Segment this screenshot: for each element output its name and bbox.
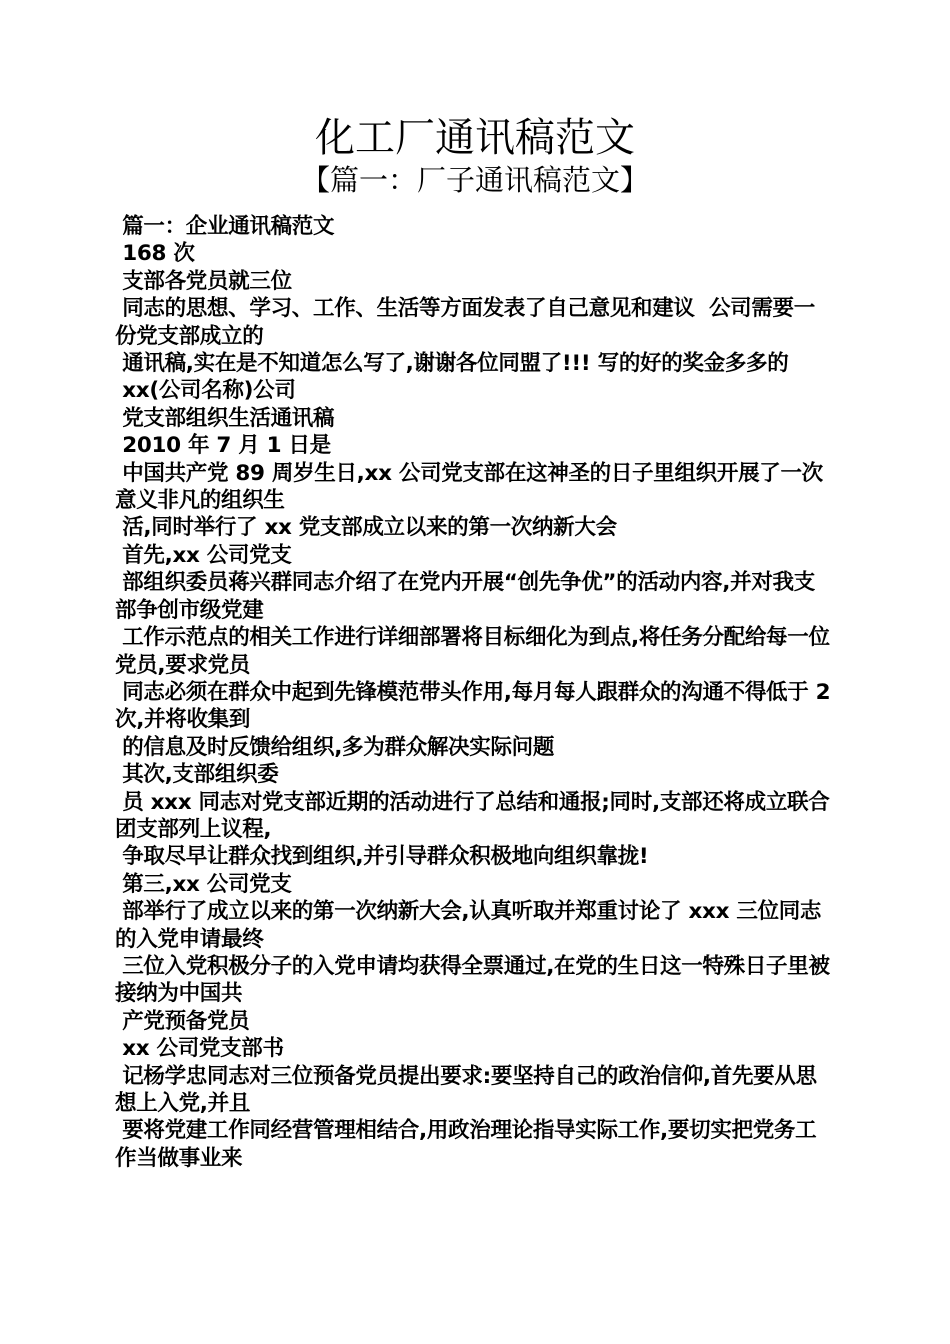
paragraph: 部组织委员蒋兴群同志介绍了在党内开展“创先争优”的活动内容,并对我支部争创市级党建: [115, 570, 815, 623]
paragraph: 工作示范点的相关工作进行详细部署将目标细化为到点,将任务分配给每一位党员,要求党员: [115, 625, 830, 678]
paragraph: 活,同时举行了 xx 党支部成立以来的第一次纳新大会: [115, 515, 617, 541]
paragraph: 三位入党积极分子的入党申请均获得全票通过,在党的生日这一特殊日子里被接纳为中国共: [115, 953, 830, 1007]
paragraph: 争取尽早让群众找到组织,并引导群众积极地向组织靠拢!: [115, 844, 649, 870]
paragraph: 第三,xx 公司党支: [115, 871, 292, 897]
paragraph: 同志必须在群众中起到先锋模范带头作用,每月每人跟群众的沟通不得低于 2 次,并将收集到: [115, 679, 838, 733]
document-subtitle: 【篇一：厂子通讯稿范文】: [300, 163, 649, 197]
paragraph: 篇一：企业通讯稿范文: [115, 214, 335, 239]
paragraph: 其次,支部组织委: [115, 762, 279, 788]
paragraph: 首先,xx 公司党支: [115, 542, 292, 568]
paragraph: xx 公司党支部书: [115, 1036, 284, 1062]
paragraph: 支部各党员就三位: [115, 268, 292, 294]
paragraph: 员 xxx 同志对党支部近期的活动进行了总结和通报;同时,支部还将成立联合团支部列上议程,: [115, 789, 830, 842]
paragraph: 同志的思想、学习、工作、生活等方面发表了自己意见和建议 公司需要一份党支部成立的: [115, 296, 815, 349]
paragraph: xx(公司名称)公司: [115, 378, 296, 404]
paragraph: 中国共产党 89 周岁生日,xx 公司党支部在这神圣的日子里组织开展了一次意义非凡的组织生: [115, 460, 823, 514]
paragraph: 要将党建工作同经营管理相结合,用政治理论指导实际工作,要切实把党务工作当做事业来: [115, 1118, 817, 1171]
document-body: [115, 213, 838, 1172]
paragraph: 党支部组织生活通讯稿: [115, 405, 335, 431]
paragraph: 2010 年 7 月 1 日是: [115, 433, 331, 459]
document-title: 化工厂通讯稿范文: [315, 115, 635, 161]
paragraph: 的信息及时反馈给组织,多为群众解决实际问题: [115, 734, 555, 760]
paragraph: 记杨学忠同志对三位预备党员提出要求:要坚持自己的政治信仰,首先要从思想上入党,并且: [115, 1063, 817, 1116]
paragraph: 部举行了成立以来的第一次纳新大会,认真听取并郑重讨论了 xxx 三位同志的入党申请最终: [115, 899, 822, 952]
paragraph: 产党预备党员: [115, 1008, 250, 1034]
paragraph: 168 次: [115, 241, 195, 267]
paragraph: 通讯稿,实在是不知道怎么写了,谢谢各位同盟了!!! 写的好的奖金多多的: [115, 351, 789, 377]
